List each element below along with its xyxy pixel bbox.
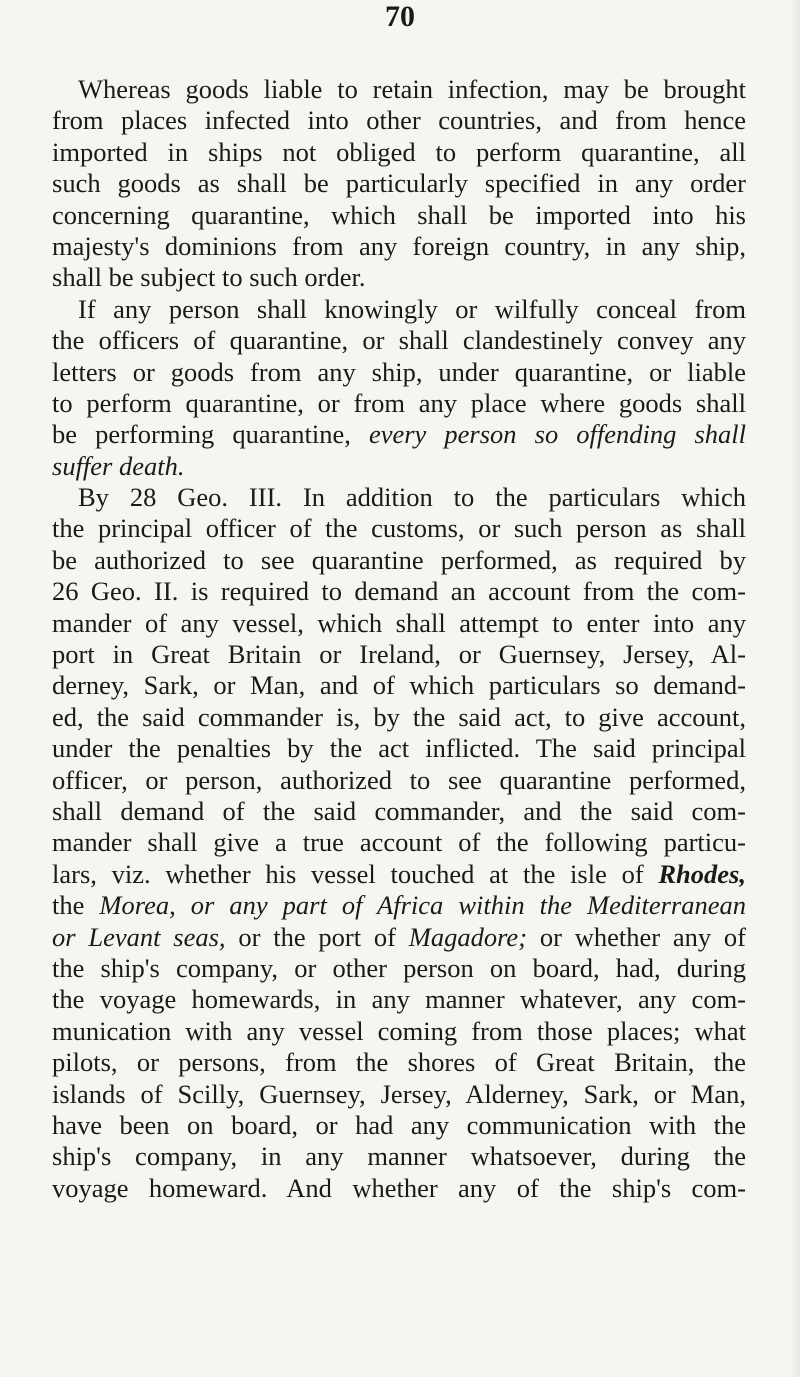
- text-line: or Levant seas, or the port of Magadore; or whether any of: [52, 921, 746, 952]
- text-line: suffer death.: [52, 450, 185, 481]
- text-line: the voyage homewards, in any manner whatever, any com-: [52, 984, 746, 1015]
- text-line: port in Great Britain or Ireland, or Guernsey, Jersey, Al-: [52, 639, 746, 670]
- text-line: to perform quarantine, or from any place where goods shall: [52, 387, 746, 418]
- text-line: Whereas goods liable to retain infection, may be brought: [78, 74, 746, 104]
- text-line: be performing quarantine, every person so offending shall: [52, 419, 746, 450]
- text-line: shall demand of the said commander, and the said com-: [52, 795, 746, 826]
- text-line: concerning quarantine, which shall be imported into his: [52, 199, 746, 230]
- page-number: 70: [385, 0, 415, 33]
- text-line: imported in ships not obliged to perform quarantine, all: [52, 136, 746, 167]
- text-line: voyage homeward. And whether any of the ship's com-: [52, 1172, 746, 1203]
- text-line: be authorized to see quarantine performed, as required by: [52, 544, 746, 575]
- text-line: ed, the said commander is, by the said act, to give account,: [52, 701, 746, 732]
- text-line: from places infected into other countries, and from hence: [52, 105, 746, 136]
- text-line: lars, viz. whether his vessel touched at the isle of Rhodes,: [52, 858, 746, 889]
- text-line: the principal officer of the customs, or such person as shall: [52, 513, 746, 544]
- text-line: such goods as shall be particularly specified in any order: [52, 168, 746, 199]
- text-line: letters or goods from any ship, under quarantine, or liable: [52, 356, 746, 387]
- text-line: officer, or person, authorized to see quarantine performed,: [52, 764, 746, 795]
- text-line: the officers of quarantine, or shall clandestinely convey any: [52, 325, 746, 356]
- body-text: [52, 74, 746, 1204]
- text-line: If any person shall knowingly or wilfully conceal from: [78, 293, 746, 324]
- text-line: majesty's dominions from any foreign country, in any ship,: [52, 230, 746, 261]
- page-edge-shadow: [790, 0, 800, 1377]
- text-line: the ship's company, or other person on board, had, during: [52, 952, 746, 983]
- text-line: 26 Geo. II. is required to demand an account from the com-: [52, 576, 746, 607]
- text-line: shall be subject to such order.: [52, 262, 366, 293]
- text-line: pilots, or persons, from the shores of Great Britain, the: [52, 1047, 746, 1078]
- text-line: the Morea, or any part of Africa within the Mediterranean: [52, 890, 746, 921]
- text-line: derney, Sark, or Man, and of which particulars so demand-: [52, 670, 746, 701]
- text-line: have been on board, or had any communication with the: [52, 1109, 746, 1140]
- text-line: mander of any vessel, which shall attempt to enter into any: [52, 607, 746, 638]
- text-line: mander shall give a true account of the following particu-: [52, 827, 746, 858]
- text-line: islands of Scilly, Guernsey, Jersey, Alderney, Sark, or Man,: [52, 1078, 746, 1109]
- text-line: By 28 Geo. III. In addition to the particulars which: [78, 482, 746, 513]
- text-line: under the penalties by the act inflicted. The said principal: [52, 733, 746, 764]
- text-line: ship's company, in any manner whatsoever, during the: [52, 1141, 746, 1172]
- text-line: munication with any vessel coming from those places; what: [52, 1015, 746, 1046]
